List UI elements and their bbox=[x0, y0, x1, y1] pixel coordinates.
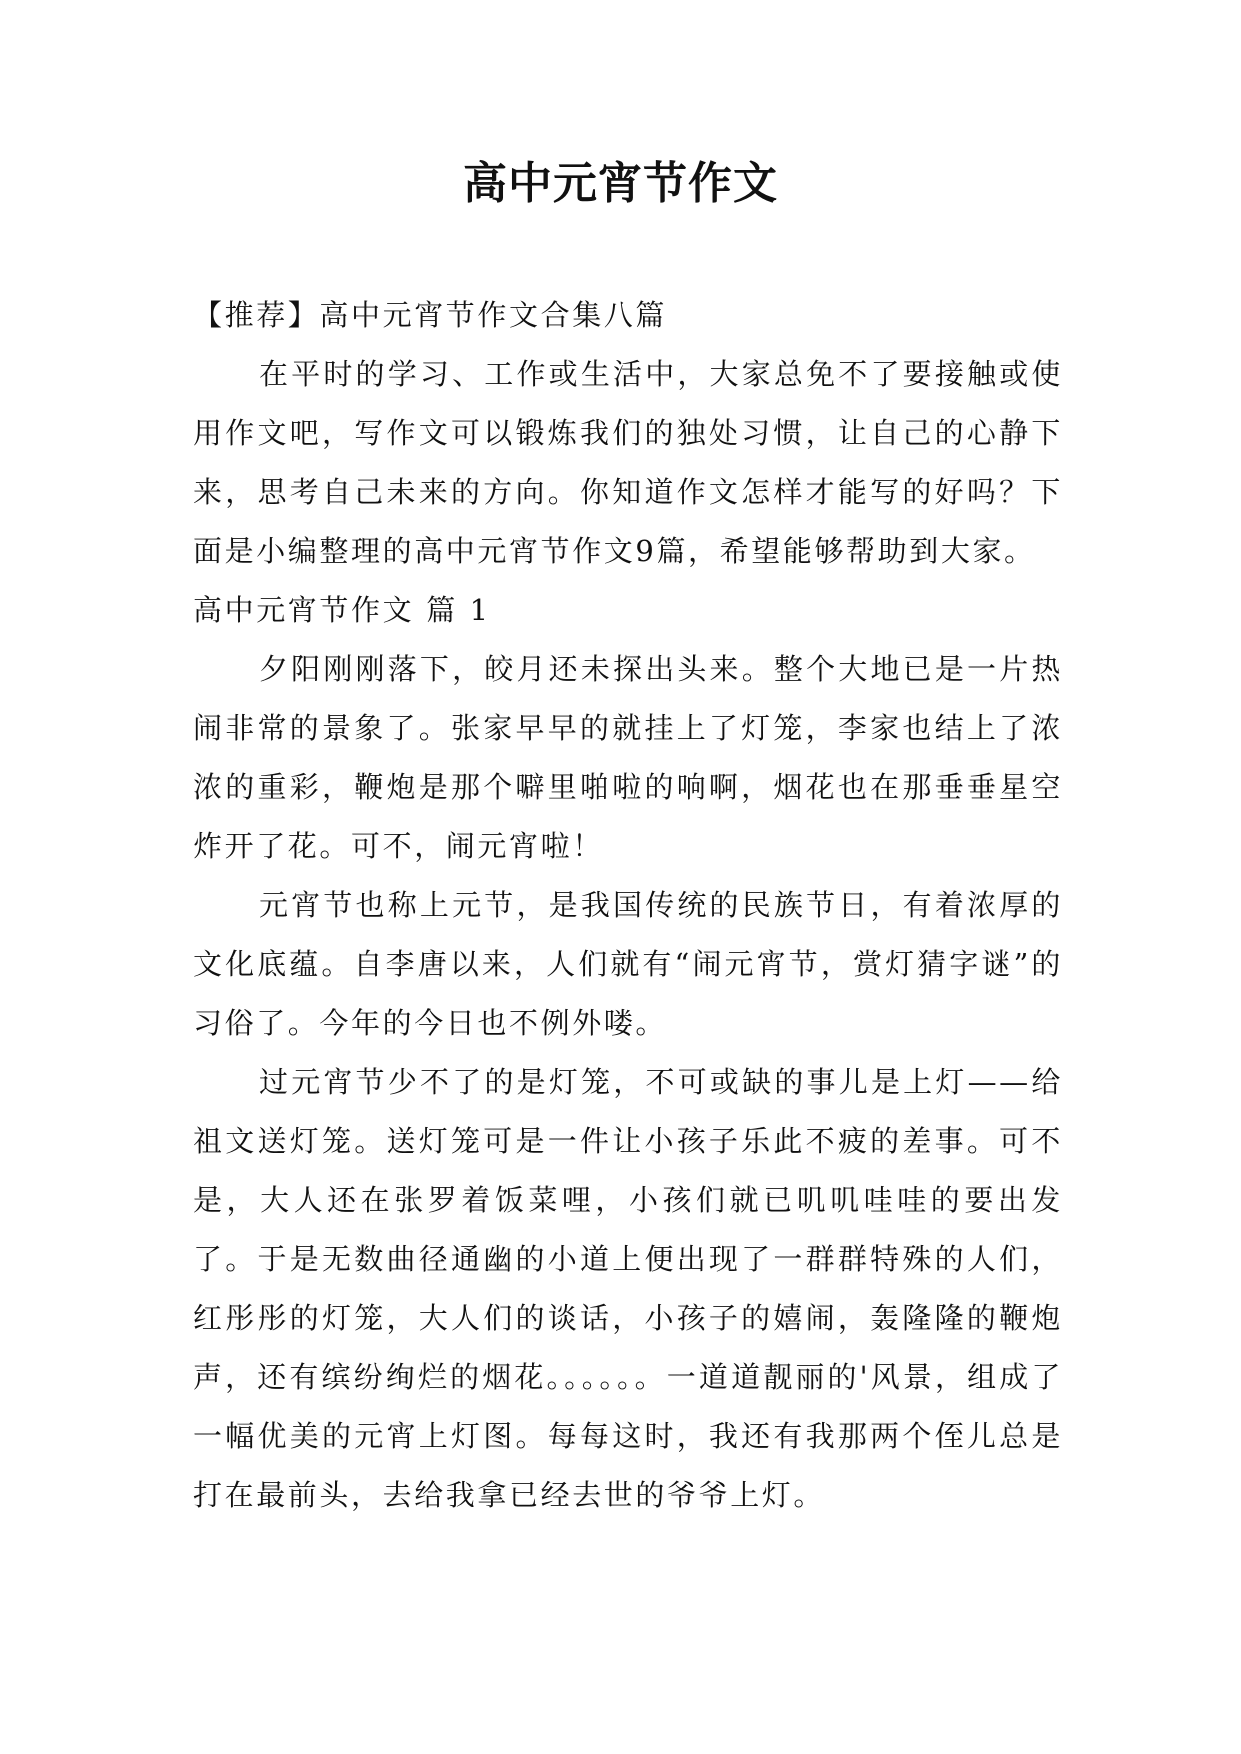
document-body bbox=[193, 286, 1063, 1525]
body-paragraph-3: 过元宵节少不了的是灯笼，不可或缺的事儿是上灯——给祖文送灯笼。送灯笼可是一件让小孩子乐此不疲的差事。可不是，大人还在张罗着饭菜哩，小孩们就已叽叽哇哇的要出发了。于是无数曲径通幽的小道上便出现了一群群特殊的人们，红彤彤的灯笼，大人们的谈话，小孩子的嬉闹，轰隆隆的鞭炮声，还有缤纷绚烂的烟花。。。。。。一道道靓丽的'风景，组成了一幅优美的元宵上灯图。每每这时，我还有我那两个侄儿总是打在最前头，去给我拿已经去世的爷爷上灯。 bbox=[193, 1065, 1063, 1512]
section-heading bbox=[193, 581, 1063, 640]
collection-subtitle: 【推荐】高中元宵节作文合集八篇 bbox=[193, 298, 668, 332]
intro-paragraph: 在平时的学习、工作或生活中，大家总免不了要接触或使用作文吧，写作文可以锻炼我们的独处习惯，让自己的心静下来，思考自己未来的方向。你知道作文怎样才能写的好吗？下面是小编整理的高中元宵节作文9篇，希望能够帮助到大家。 bbox=[193, 357, 1063, 568]
body-paragraph-2: 元宵节也称上元节，是我国传统的民族节日，有着浓厚的文化底蕴。自李唐以来，人们就有“闹元宵节，赏灯猜字谜”的习俗了。今年的今日也不例外喽。 bbox=[193, 888, 1063, 1040]
section-heading-text: 高中元宵节作文 bbox=[193, 593, 415, 627]
document-title: 高中元宵节作文 bbox=[463, 158, 778, 209]
body-paragraph-1: 夕阳刚刚落下，皎月还未探出头来。整个大地已是一片热闹非常的景象了。张家早早的就挂上了灯笼，李家也结上了浓浓的重彩，鞭炮是那个噼里啪啦的响啊，烟花也在那垂垂星空炸开了花。可不，闹元宵啦！ bbox=[193, 652, 1063, 863]
section-number: 篇 1 bbox=[426, 593, 491, 627]
